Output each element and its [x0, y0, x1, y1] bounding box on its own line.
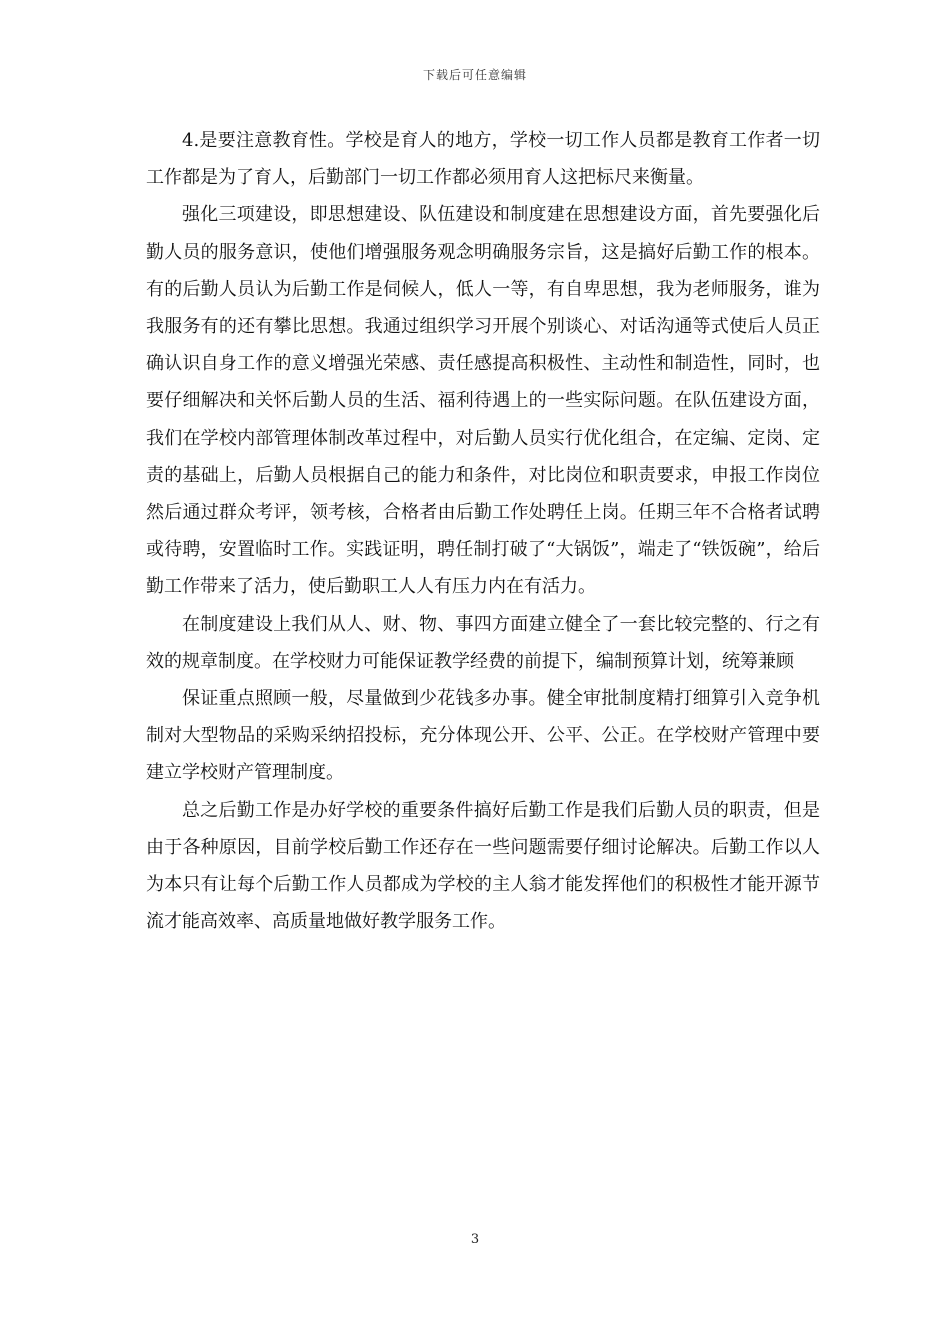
document-body: [146, 122, 820, 940]
paragraph-system-construction: 在制度建设上我们从人、财、物、事四方面建立健全了一套比较完整的、行之有效的规章制度。在学校财力可能保证教学经费的前提下，编制预算计划，统筹兼顾: [146, 613, 820, 672]
page-number: 3: [470, 1232, 480, 1247]
paragraph-key-points: 保证重点照顾一般，尽量做到少花钱多办事。健全审批制度精打细算引入竞争机制对大型物品的采购采纳招投标，充分体现公开、公平、公正。在学校财产管理中要建立学校财产管理制度。: [146, 688, 820, 784]
paragraph-conclusion: 总之后勤工作是办好学校的重要条件搞好后勤工作是我们后勤人员的职责，但是由于各种原因，目前学校后勤工作还存在一些问题需要仔细讨论解决。后勤工作以人为本只有让每个后勤工作人员都成为学校的主人翁才能发挥他们的积极性才能开源节流才能高效率、高质量地做好教学服务工作。: [146, 799, 820, 933]
page-header: 下载后可任意编辑: [422, 68, 527, 82]
paragraph-education: 4.是要注意教育性。学校是育人的地方，学校一切工作人员都是教育工作者一切工作都是为了育人，后勤部门一切工作都必须用育人这把标尺来衡量。: [146, 130, 820, 189]
paragraph-three-constructions: 强化三项建设，即思想建设、队伍建设和制度建在思想建设方面，首先要强化后勤人员的服务意识，使他们增强服务观念明确服务宗旨，这是搞好后勤工作的根本。有的后勤人员认为后勤工作是伺候人，低人一等，有自卑思想，我为老师服务，谁为我服务有的还有攀比思想。我通过组织学习开展个别谈心、对话沟通等式使后人员正确认识自身工作的意义增强光荣感、责任感提高积极性、主动性和制造性，同时，也要仔细解决和关怀后勤人员的生活、福利待遇上的一些实际问题。在队伍建设方面，我们在学校内部管理体制改革过程中，对后勤人员实行优化组合，在定编、定岗、定责的基础上，后勤人员根据自己的能力和条件，对比岗位和职责要求，申报工作岗位然后通过群众考评，领考核，合格者由后勤工作处聘任上岗。任期三年不合格者试聘或待聘，安置临时工作。实践证明，聘任制打破了“大锅饭”，端走了“铁饭碗”，给后勤工作带来了活力，使后勤职工人人有压力内在有活力。: [146, 204, 820, 598]
